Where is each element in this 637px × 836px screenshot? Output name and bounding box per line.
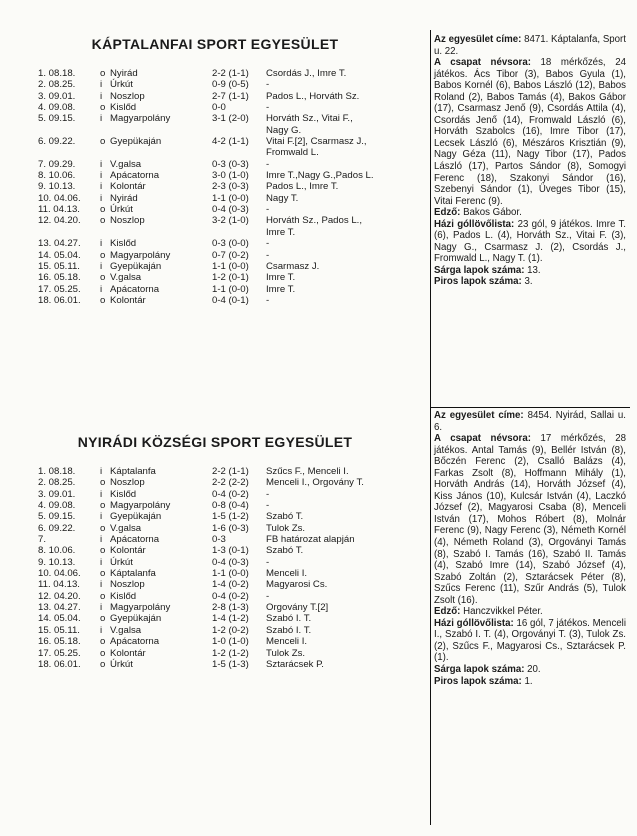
home-away: i	[100, 579, 103, 591]
score: 0-4 (0-3)	[212, 556, 249, 568]
match-number-date: 1. 08.18.	[38, 466, 76, 477]
info-text: 3.	[521, 276, 533, 288]
match-number-date: 5. 09.15.	[38, 511, 76, 523]
match-row	[38, 557, 428, 568]
score: 0-4 (0-3)	[212, 204, 249, 216]
scorers: Sztarácsek P.	[266, 658, 324, 670]
info-paragraph	[434, 410, 626, 433]
score: 1-2 (0-1)	[212, 272, 249, 284]
opponent: Magyarpolány	[110, 113, 171, 125]
scorers: Imre T.,Nagy G.,Pados L.	[266, 170, 374, 182]
opponent: Káptalanfa	[110, 466, 156, 477]
scorers: Imre T.	[266, 283, 296, 295]
match-row	[38, 227, 428, 238]
home-away: o	[100, 215, 106, 227]
home-away: i	[100, 488, 103, 500]
home-away: i	[100, 79, 103, 91]
home-away: o	[100, 102, 106, 114]
score: 1-5 (1-2)	[212, 511, 249, 523]
scorers: -	[266, 294, 270, 306]
scorers: Fromwald L.	[266, 147, 319, 159]
info-paragraph	[434, 207, 626, 219]
score	[212, 227, 266, 238]
home-away	[100, 147, 110, 158]
match-row	[38, 181, 428, 192]
match-number-date: 7. 09.29.	[38, 158, 76, 170]
home-away: o	[100, 500, 106, 512]
match-row	[38, 648, 428, 659]
home-away: o	[100, 68, 106, 79]
home-away: i	[100, 260, 103, 272]
match-row	[38, 113, 428, 124]
score: 0-4 (0-2)	[212, 488, 249, 500]
score: 1-3 (0-1)	[212, 545, 249, 557]
match-number-date: 11. 04.13.	[38, 579, 80, 591]
match-number-date: 6. 09.22.	[38, 136, 76, 148]
home-away: i	[100, 602, 103, 614]
match-number-date: 11. 04.13.	[38, 204, 80, 216]
scorers: Szűcs F., Menceli I.	[266, 466, 349, 477]
info-paragraph	[434, 219, 626, 265]
score: 0-0	[212, 102, 226, 114]
scorers: -	[266, 556, 270, 568]
score: 1-1 (0-0)	[212, 283, 249, 295]
match-row	[38, 511, 428, 522]
score: 1-0 (1-0)	[212, 636, 249, 648]
info-paragraph	[434, 34, 626, 57]
match-row	[38, 215, 428, 226]
scorers: Szabó T.	[266, 545, 304, 557]
match-row	[38, 79, 428, 90]
home-away: o	[100, 477, 106, 489]
match-row	[38, 272, 428, 283]
match-row	[38, 238, 428, 249]
match-row	[38, 613, 428, 624]
opponent: Káptalanfa	[110, 568, 156, 580]
score: 1-4 (1-2)	[212, 613, 249, 625]
score: 1-2 (0-2)	[212, 624, 249, 636]
match-number-date: 13. 04.27.	[38, 238, 81, 250]
scorers: Szabó T.	[266, 511, 304, 523]
scorers: -	[266, 500, 270, 512]
match-row	[38, 147, 428, 158]
home-away: o	[100, 568, 106, 580]
opponent	[110, 125, 212, 136]
info-label: Sárga lapok száma:	[434, 264, 525, 276]
match-number-date: 14. 05.04.	[38, 613, 81, 625]
info-label: Házi góllövőlista:	[434, 218, 515, 230]
opponent: V.galsa	[110, 624, 142, 636]
match-number-date: 7.	[38, 534, 47, 546]
match-number-date: 15. 05.11.	[38, 260, 80, 272]
opponent: Noszlop	[110, 215, 145, 227]
home-away: i	[100, 170, 103, 182]
match-row	[38, 579, 428, 590]
score: 0-3	[212, 534, 226, 546]
score: 1-6 (0-3)	[212, 522, 249, 534]
home-away: o	[100, 613, 106, 625]
match-number-date: 17. 05.25.	[38, 647, 81, 659]
match-number-date	[38, 147, 100, 158]
scorers: FB határozat alapján	[266, 534, 355, 546]
opponent: Úrkút	[110, 556, 133, 568]
info-text: 1.	[521, 675, 533, 687]
match-number-date: 17. 05.25.	[38, 283, 81, 295]
info-label: Sárga lapok száma:	[434, 664, 525, 676]
match-row	[38, 602, 428, 613]
info-paragraph	[434, 265, 626, 277]
match-number-date: 1. 08.18.	[38, 68, 76, 79]
match-row	[38, 659, 428, 670]
score: 0-4 (0-1)	[212, 294, 249, 306]
score: 2-8 (1-3)	[212, 602, 249, 614]
opponent: Noszlop	[110, 579, 145, 591]
opponent: Gyepükaján	[110, 136, 162, 148]
match-number-date: 15. 05.11.	[38, 624, 80, 636]
home-away: i	[100, 192, 103, 204]
scorers: -	[266, 102, 270, 114]
info-text: 20.	[524, 664, 541, 676]
opponent: Úrkút	[110, 658, 133, 670]
scorers: Csordás J., Imre T.	[266, 68, 347, 79]
home-away: i	[100, 90, 103, 102]
home-away: o	[100, 636, 106, 648]
info-label: Az egyesület címe:	[434, 410, 524, 421]
opponent: Apácatorna	[110, 534, 160, 546]
scorers: Pados L., Horváth Sz.	[266, 90, 360, 102]
match-number-date: 3. 09.01.	[38, 90, 76, 102]
match-number-date: 16. 05.18.	[38, 272, 81, 284]
match-number-date: 4. 09.08.	[38, 500, 76, 512]
home-away: i	[100, 511, 103, 523]
score: 0-8 (0-4)	[212, 500, 249, 512]
score	[212, 125, 266, 136]
score	[212, 147, 266, 158]
info-paragraph	[434, 57, 626, 207]
scorers: Szabó I. T.	[266, 613, 312, 625]
match-number-date: 9. 10.13.	[38, 556, 76, 568]
match-number-date: 10. 04.06.	[38, 568, 81, 580]
match-number-date: 18. 06.01.	[38, 658, 81, 670]
scorers: Tulok Zs.	[266, 647, 306, 659]
info-label: Az egyesület címe:	[434, 34, 522, 45]
match-row	[38, 102, 428, 113]
opponent: Magyarpolány	[110, 249, 171, 261]
opponent: Kolontár	[110, 647, 146, 659]
match-row	[38, 636, 428, 647]
scorers: Horváth Sz., Vitai F.,	[266, 113, 353, 125]
info-paragraph	[434, 276, 626, 288]
info-paragraph	[434, 618, 626, 664]
opponent: Noszlop	[110, 477, 145, 489]
scorers: Menceli I.	[266, 568, 308, 580]
score: 0-7 (0-2)	[212, 249, 249, 261]
column-divider	[430, 30, 431, 825]
score: 1-1 (0-0)	[212, 568, 249, 580]
match-number-date: 14. 05.04.	[38, 249, 81, 261]
info-paragraph	[434, 433, 626, 606]
opponent: Magyarpolány	[110, 602, 171, 614]
info-paragraph	[434, 676, 626, 688]
scorers: Vitai F.[2], Csarmasz J.,	[266, 136, 367, 148]
score: 2-2 (2-2)	[212, 477, 249, 489]
scorers: Menceli I.	[266, 636, 308, 648]
club1-match-list	[38, 68, 428, 306]
scorers: -	[266, 158, 270, 170]
scorers: Szabó I. T.	[266, 624, 312, 636]
match-number-date: 16. 05.18.	[38, 636, 81, 648]
opponent: V.galsa	[110, 158, 142, 170]
info-text: 16 gól, 7 játékos. Menceli I., Szabó I. T. (4), Orgoványi T. (3), Tulok Zs. (2), Szűcs F., Magyarosi Cs., Sztarácsek P. (1).	[434, 617, 626, 664]
match-row	[38, 568, 428, 579]
scorers: Imre T.	[266, 226, 296, 238]
info-label: Edző:	[434, 207, 461, 219]
match-row	[38, 125, 428, 136]
match-row	[38, 523, 428, 534]
info-paragraph	[434, 606, 626, 618]
opponent: Kolontár	[110, 294, 146, 306]
club2-match-list	[38, 466, 428, 670]
scorers: Magyarosi Cs.	[266, 579, 328, 591]
opponent: Nyirád	[110, 68, 138, 79]
opponent: Apácatorna	[110, 170, 160, 182]
club1-info-box	[434, 34, 626, 288]
home-away: i	[100, 113, 103, 125]
home-away: i	[100, 283, 103, 295]
home-away: i	[100, 158, 103, 170]
match-number-date: 2. 08.25.	[38, 477, 76, 489]
opponent: Úrkút	[110, 79, 133, 91]
match-number-date: 12. 04.20.	[38, 215, 81, 227]
home-away: i	[100, 238, 103, 250]
match-number-date: 4. 09.08.	[38, 102, 76, 114]
score: 3-2 (1-0)	[212, 215, 249, 227]
home-away: i	[100, 556, 103, 568]
scorers: -	[266, 204, 270, 216]
info-text: 18 mérkőzés, 24 játékos. Ács Tibor (3), Babos Gyula (1), Babos Kornél (6), Babos László (12), Babos Roland (2), Babos Tamás (4), Bakos Gábor (17), Csarmasz Jenő (9), Csordás Attila (4), Csordás Jenő (14), Fromwald László (6), Horváth Szabolcs (16), Imre Tibor (17), Lecsek László (6), Mészáros Krisztián (9), Nagy Géza (11), Nagy Tibor (17), Pados László (17), Partos Sándor (8), Somogyi Ferenc (18), Szakonyi Sándor (16), Szebenyi Sándor (1), Üveges Tibor (15), Vitai Ferenc (9).	[434, 57, 626, 207]
match-row	[38, 284, 428, 295]
home-away: o	[100, 590, 106, 602]
match-row	[38, 204, 428, 215]
scorers: Nagy G.	[266, 124, 302, 136]
score: 2-7 (1-1)	[212, 90, 249, 102]
score: 4-2 (1-1)	[212, 136, 249, 148]
match-number-date: 9. 10.13.	[38, 181, 76, 193]
home-away: o	[100, 545, 106, 557]
match-row	[38, 193, 428, 204]
opponent: V.galsa	[110, 522, 142, 534]
opponent: Gyepükaján	[110, 613, 162, 625]
scorers: -	[266, 249, 270, 261]
home-away: i	[100, 466, 103, 477]
opponent: Úrkút	[110, 204, 133, 216]
score: 1-1 (0-0)	[212, 260, 249, 272]
match-row	[38, 250, 428, 261]
score: 3-1 (2-0)	[212, 113, 249, 125]
match-row	[38, 91, 428, 102]
home-away: o	[100, 294, 106, 306]
match-row	[38, 261, 428, 272]
info-label: Edző:	[434, 606, 461, 618]
home-away: o	[100, 647, 106, 659]
home-away: o	[100, 658, 106, 670]
scorers: -	[266, 590, 270, 602]
score: 3-0 (1-0)	[212, 170, 249, 182]
match-row	[38, 545, 428, 556]
opponent: Gyepükaján	[110, 260, 162, 272]
match-row	[38, 136, 428, 147]
club1-title: KÁPTALANFAI SPORT EGYESÜLET	[91, 36, 339, 52]
home-away	[100, 125, 110, 136]
opponent: Kislőd	[110, 102, 137, 114]
score: 0-4 (0-2)	[212, 590, 249, 602]
score: 2-2 (1-1)	[212, 466, 249, 477]
info-label: Házi góllövőlista:	[434, 617, 514, 629]
home-away: o	[100, 272, 106, 284]
scorers: Imre T.	[266, 272, 296, 284]
info-box-divider	[430, 407, 630, 408]
scorers: -	[266, 488, 270, 500]
match-row	[38, 295, 428, 306]
info-label: Piros lapok száma:	[434, 675, 522, 687]
info-text: 8471. Káptalanfa, Sport u. 22.	[434, 34, 626, 57]
match-number-date: 13. 04.27.	[38, 602, 81, 614]
opponent: Apácatorna	[110, 283, 160, 295]
scorers: Csarmasz J.	[266, 260, 320, 272]
info-text: 23 gól, 9 játékos. Imre T. (6), Pados L. (4), Horváth Sz., Vitai F. (3), Nagy G., Csarmasz J. (2), Csordás J., Fromwald L., Nagy T. (1).	[434, 218, 626, 265]
info-label: Piros lapok száma:	[434, 276, 522, 288]
club2-info-box	[434, 410, 626, 687]
opponent: Apácatorna	[110, 636, 160, 648]
match-row	[38, 170, 428, 181]
opponent: V.galsa	[110, 272, 142, 284]
scorers: Tulok Zs.	[266, 522, 306, 534]
info-label: A csapat névsora:	[434, 433, 531, 445]
match-row	[38, 477, 428, 488]
info-label: A csapat névsora:	[434, 57, 531, 69]
opponent: Noszlop	[110, 90, 145, 102]
score: 0-3 (0-3)	[212, 158, 249, 170]
score: 1-1 (0-0)	[212, 192, 249, 204]
score: 1-2 (1-2)	[212, 647, 249, 659]
score: 0-9 (0-5)	[212, 79, 249, 91]
match-number-date: 3. 09.01.	[38, 488, 76, 500]
scorers: Nagy T.	[266, 192, 299, 204]
scorers: Orgovány T.[2]	[266, 602, 329, 614]
home-away	[100, 227, 110, 238]
match-row	[38, 159, 428, 170]
match-number-date: 10. 04.06.	[38, 192, 81, 204]
home-away: o	[100, 522, 106, 534]
home-away: o	[100, 249, 106, 261]
info-text: Bakos Gábor.	[460, 207, 522, 219]
home-away: i	[100, 181, 103, 193]
match-number-date	[38, 125, 100, 136]
info-text: 8454. Nyirád, Sallai u. 6.	[434, 410, 626, 433]
score: 0-3 (0-0)	[212, 238, 249, 250]
match-number-date: 8. 10.06.	[38, 170, 76, 182]
opponent: Kislőd	[110, 488, 137, 500]
opponent: Kislőd	[110, 590, 137, 602]
scorers: Pados L., Imre T.	[266, 181, 339, 193]
match-number-date: 8. 10.06.	[38, 545, 76, 557]
club2-title: NYIRÁDI KÖZSÉGI SPORT EGYESÜLET	[77, 434, 353, 450]
home-away: i	[100, 624, 103, 636]
opponent	[110, 147, 212, 158]
match-number-date: 5. 09.15.	[38, 113, 76, 125]
scorers: -	[266, 238, 270, 250]
opponent: Nyirád	[110, 192, 138, 204]
score: 1-4 (0-2)	[212, 579, 249, 591]
match-row	[38, 534, 428, 545]
scorers: Menceli I., Orgovány T.	[266, 477, 364, 489]
match-number-date: 12. 04.20.	[38, 590, 81, 602]
opponent: Gyepükaján	[110, 511, 162, 523]
match-row	[38, 68, 428, 79]
info-text: Hanczvikkel Péter.	[460, 606, 543, 618]
match-number-date	[38, 227, 100, 238]
match-row	[38, 466, 428, 477]
score: 2-3 (0-3)	[212, 181, 249, 193]
home-away: i	[100, 534, 103, 546]
info-text: 13.	[524, 264, 541, 276]
scorers: Horváth Sz., Pados L.,	[266, 215, 362, 227]
match-number-date: 2. 08.25.	[38, 79, 76, 91]
opponent: Kolontár	[110, 181, 146, 193]
opponent: Kolontár	[110, 545, 146, 557]
home-away: o	[100, 204, 106, 216]
scorers: -	[266, 79, 270, 91]
opponent	[110, 227, 212, 238]
match-row	[38, 591, 428, 602]
match-row	[38, 489, 428, 500]
home-away: o	[100, 136, 106, 148]
info-paragraph	[434, 664, 626, 676]
opponent: Kislőd	[110, 238, 137, 250]
match-row	[38, 625, 428, 636]
score: 2-2 (1-1)	[212, 68, 249, 79]
match-number-date: 6. 09.22.	[38, 522, 76, 534]
info-text: 17 mérkőzés, 28 játékos. Antal Tamás (9), Bellér István (8), Bőczén Ferenc (2), Csalló Balázs (4), Farkas Zsolt (8), Hoffmann Mihály (1), Horváth András (14), Horváth József (4), Kiss János (10), Kulcsár István (4), Laczkó József (2), Magyarosi Csaba (8), Menceli István (17), Mohos Róbert (8), Molnár Ferenc (9), Nagy Ferenc (3), Németh Kornél (4), Németh Roland (3), Orgoványi Tamás (8), Szabó I. Tamás (16), Szabó II. Tamás (4), Szabó Imre (14), Szabó József (4), Szabó Zoltán (2), Sztarácsek Péter (8), Szűcs Ferenc (11), Szűr András (5), Tulok Zsolt (16).	[434, 433, 626, 606]
score: 1-5 (1-3)	[212, 658, 249, 670]
opponent: Magyarpolány	[110, 500, 171, 512]
match-row	[38, 500, 428, 511]
match-number-date: 18. 06.01.	[38, 294, 81, 306]
